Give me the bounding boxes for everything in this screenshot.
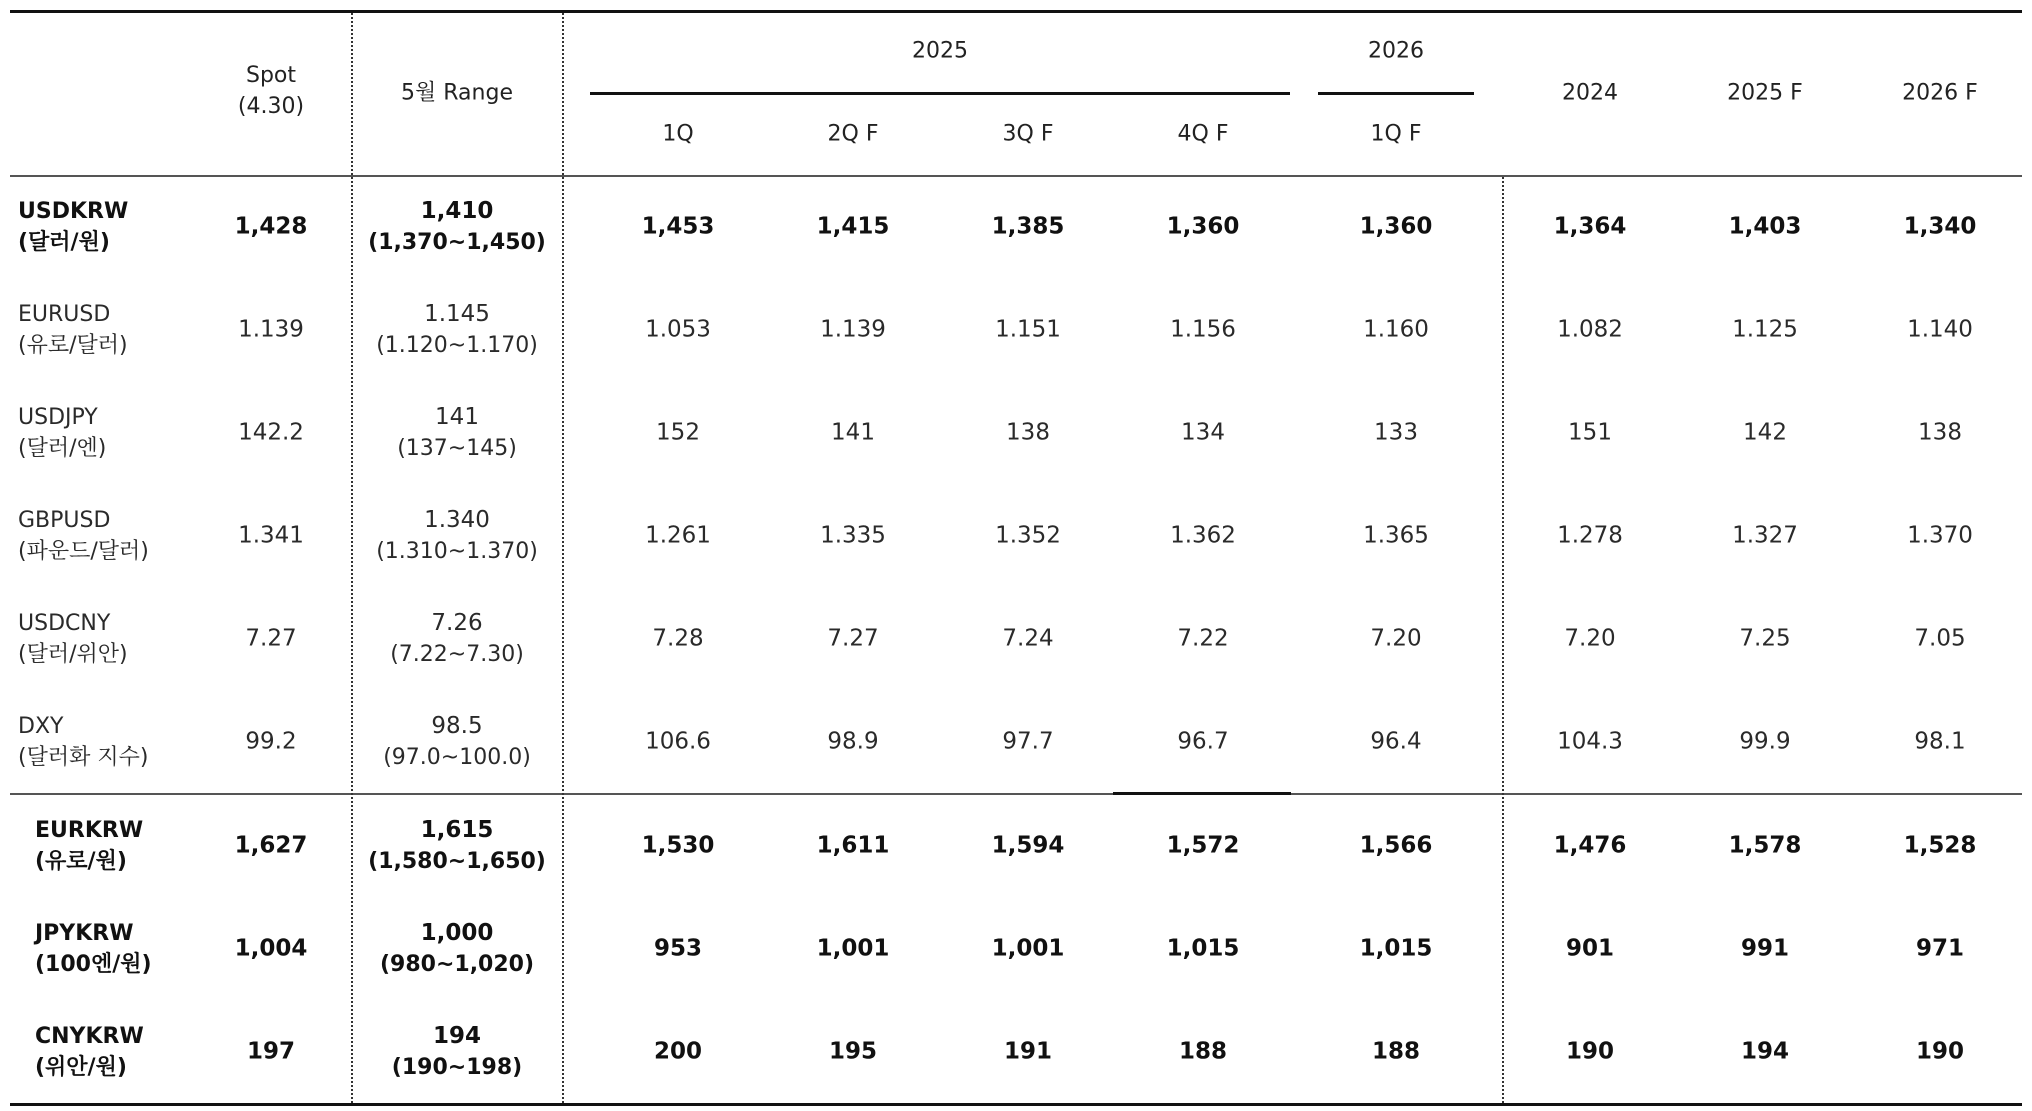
forecast-cell: 1,528 xyxy=(1903,832,1977,859)
range-midpoint: 98.5 xyxy=(431,713,483,739)
forecast-cell: 1,611 xyxy=(816,832,890,859)
range-value xyxy=(383,711,531,773)
forecast-cell: 901 xyxy=(1565,935,1615,962)
forecast-cell: 106.6 xyxy=(645,728,711,755)
spot-value: 99.2 xyxy=(245,728,297,755)
forecast-cell: 1,453 xyxy=(641,213,715,240)
currency-pair-name: (달러/위안) xyxy=(18,642,128,667)
forecast-cell: 96.7 xyxy=(1177,728,1229,755)
range-bounds: (1,370~1,450) xyxy=(368,230,546,255)
section-divider-accent xyxy=(1113,792,1291,795)
spot-value: 1,428 xyxy=(234,213,308,240)
forecast-cell: 7.27 xyxy=(827,625,879,652)
forecast-cell: 152 xyxy=(656,419,700,446)
currency-pair-code: EURUSD xyxy=(18,302,111,327)
forecast-cell: 97.7 xyxy=(1002,728,1054,755)
range-value xyxy=(390,608,524,670)
currency-pair-code: JPYKRW xyxy=(35,921,134,946)
currency-pair-code: USDCNY xyxy=(18,611,111,636)
row-label xyxy=(18,299,128,361)
forecast-cell: 1.151 xyxy=(995,316,1061,343)
header-q3f: 3Q F xyxy=(1002,121,1054,147)
forecast-cell: 1.370 xyxy=(1907,522,1973,549)
range-value xyxy=(368,815,546,877)
spot-value: 197 xyxy=(246,1038,296,1065)
forecast-cell: 1.160 xyxy=(1363,316,1429,343)
header-year-2026: 2026 xyxy=(1368,38,1424,64)
currency-pair-code: USDKRW xyxy=(18,199,129,224)
header-spot-label: Spot xyxy=(245,63,296,88)
forecast-cell: 99.9 xyxy=(1739,728,1791,755)
currency-pair-name: (위안/원) xyxy=(35,1055,127,1080)
forecast-cell: 134 xyxy=(1181,419,1225,446)
range-midpoint: 1,000 xyxy=(420,920,494,946)
header-q1f-2026: 1Q F xyxy=(1370,121,1422,147)
forecast-cell: 195 xyxy=(828,1038,878,1065)
forecast-cell: 200 xyxy=(653,1038,703,1065)
forecast-cell: 188 xyxy=(1178,1038,1228,1065)
forecast-cell: 1,360 xyxy=(1166,213,1240,240)
forecast-cell: 1.082 xyxy=(1557,316,1623,343)
currency-pair-code: GBPUSD xyxy=(18,508,111,533)
forecast-cell: 1,530 xyxy=(641,832,715,859)
forecast-cell: 7.25 xyxy=(1739,625,1791,652)
forecast-cell: 7.20 xyxy=(1370,625,1422,652)
currency-pair-name: (100엔/원) xyxy=(35,952,152,977)
spot-value: 1,004 xyxy=(234,935,308,962)
forecast-cell: 7.28 xyxy=(652,625,704,652)
header-spot-date: (4.30) xyxy=(237,94,305,119)
forecast-cell: 98.1 xyxy=(1914,728,1966,755)
range-midpoint: 1,615 xyxy=(420,817,494,843)
forecast-cell: 1,015 xyxy=(1359,935,1433,962)
forecast-cell: 1,415 xyxy=(816,213,890,240)
forecast-cell: 138 xyxy=(1918,419,1962,446)
spot-value: 1.341 xyxy=(238,522,304,549)
range-midpoint: 7.26 xyxy=(431,610,483,636)
range-bounds: (980~1,020) xyxy=(379,952,535,977)
row-label xyxy=(18,711,148,773)
range-bounds: (190~198) xyxy=(391,1055,523,1080)
forecast-cell: 194 xyxy=(1740,1038,1790,1065)
header-range: 5월 Range xyxy=(401,80,513,106)
header-bottom-rule xyxy=(10,175,2022,177)
range-midpoint: 1.340 xyxy=(424,507,490,533)
range-value xyxy=(380,918,534,980)
range-midpoint: 141 xyxy=(435,404,479,430)
spot-value: 7.27 xyxy=(245,625,297,652)
forecast-cell: 7.22 xyxy=(1177,625,1229,652)
range-bounds: (7.22~7.30) xyxy=(390,642,524,667)
range-value xyxy=(376,299,538,361)
forecast-cell: 1,001 xyxy=(991,935,1065,962)
forecast-cell: 1.125 xyxy=(1732,316,1798,343)
header-year-2025: 2025 xyxy=(912,38,968,64)
forecast-cell: 1,578 xyxy=(1728,832,1802,859)
row-label xyxy=(18,608,128,670)
spot-value: 142.2 xyxy=(238,419,304,446)
forecast-cell: 188 xyxy=(1371,1038,1421,1065)
forecast-cell: 1.140 xyxy=(1907,316,1973,343)
forecast-cell: 142 xyxy=(1743,419,1787,446)
forecast-cell: 1,403 xyxy=(1728,213,1802,240)
header-q1: 1Q xyxy=(662,121,694,147)
range-midpoint: 1.145 xyxy=(424,301,490,327)
spot-value: 1.139 xyxy=(238,316,304,343)
forecast-cell: 1.335 xyxy=(820,522,886,549)
range-value xyxy=(376,505,538,567)
range-value xyxy=(368,196,546,258)
currency-pair-name: (달러/엔) xyxy=(18,436,107,461)
forecast-cell: 96.4 xyxy=(1370,728,1422,755)
forecast-cell: 138 xyxy=(1006,419,1050,446)
forecast-cell: 1.278 xyxy=(1557,522,1623,549)
range-midpoint: 1,410 xyxy=(420,198,494,224)
header-2024: 2024 xyxy=(1562,80,1618,106)
currency-pair-code: EURKRW xyxy=(35,818,144,843)
forecast-cell: 971 xyxy=(1915,935,1965,962)
forecast-cell: 1,015 xyxy=(1166,935,1240,962)
forecast-cell: 1,572 xyxy=(1166,832,1240,859)
forecast-cell: 1,360 xyxy=(1359,213,1433,240)
range-bounds: (1,580~1,650) xyxy=(368,849,546,874)
bottom-rule xyxy=(10,1103,2022,1106)
forecast-cell: 141 xyxy=(831,419,875,446)
forecast-cell: 953 xyxy=(653,935,703,962)
header-2025f: 2025 F xyxy=(1727,80,1803,106)
forecast-cell: 1,594 xyxy=(991,832,1065,859)
forecast-cell: 1.365 xyxy=(1363,522,1429,549)
forecast-cell: 98.9 xyxy=(827,728,879,755)
forecast-cell: 1.362 xyxy=(1170,522,1236,549)
forecast-cell: 7.05 xyxy=(1914,625,1966,652)
forecast-cell: 1,476 xyxy=(1553,832,1627,859)
header-spot xyxy=(238,60,304,122)
section-divider-rule xyxy=(10,793,2022,795)
forecast-cell: 190 xyxy=(1915,1038,1965,1065)
range-bounds: (97.0~100.0) xyxy=(383,745,531,770)
forecast-cell: 1,001 xyxy=(816,935,890,962)
range-value xyxy=(397,402,517,464)
currency-pair-name: (유로/원) xyxy=(35,849,127,874)
currency-pair-name: (달러/원) xyxy=(18,230,110,255)
spot-value: 1,627 xyxy=(234,832,308,859)
header-2026f: 2026 F xyxy=(1902,80,1978,106)
forecast-cell: 191 xyxy=(1003,1038,1053,1065)
forecast-cell: 190 xyxy=(1565,1038,1615,1065)
forecast-cell: 1.156 xyxy=(1170,316,1236,343)
header-q4f: 4Q F xyxy=(1177,121,1229,147)
forecast-cell: 1,364 xyxy=(1553,213,1627,240)
forecast-cell: 1,566 xyxy=(1359,832,1433,859)
forecast-cell: 7.20 xyxy=(1564,625,1616,652)
forecast-cell: 1.261 xyxy=(645,522,711,549)
forecast-cell: 151 xyxy=(1568,419,1612,446)
row-label xyxy=(35,1021,144,1083)
col-separator-range-quarters xyxy=(562,13,564,1103)
currency-pair-name: (유로/달러) xyxy=(18,333,128,358)
row-label xyxy=(18,402,106,464)
currency-pair-name: (달러화 지수) xyxy=(18,745,149,770)
forecast-cell: 1,340 xyxy=(1903,213,1977,240)
range-value xyxy=(392,1021,522,1083)
forecast-cell: 1.053 xyxy=(645,316,711,343)
forecast-cell: 1,385 xyxy=(991,213,1065,240)
row-label xyxy=(35,815,143,877)
forecast-cell: 1.327 xyxy=(1732,522,1798,549)
range-bounds: (137~145) xyxy=(397,436,517,461)
forecast-cell: 991 xyxy=(1740,935,1790,962)
range-midpoint: 194 xyxy=(432,1023,482,1049)
top-rule xyxy=(10,10,2022,13)
forecast-cell: 133 xyxy=(1374,419,1418,446)
forecast-cell: 1.139 xyxy=(820,316,886,343)
year-2025-underline xyxy=(590,92,1290,95)
year-2026-underline xyxy=(1318,92,1474,95)
currency-pair-code: DXY xyxy=(18,714,64,739)
currency-pair-code: CNYKRW xyxy=(35,1024,144,1049)
range-bounds: (1.120~1.170) xyxy=(376,333,538,358)
col-separator-spot-range xyxy=(351,13,353,1103)
row-label xyxy=(35,918,152,980)
col-separator-quarters-annual xyxy=(1502,177,1504,1103)
header-q2f: 2Q F xyxy=(827,121,879,147)
row-label xyxy=(18,505,149,567)
currency-pair-code: USDJPY xyxy=(18,405,98,430)
forecast-cell: 104.3 xyxy=(1557,728,1623,755)
forecast-cell: 7.24 xyxy=(1002,625,1054,652)
currency-pair-name: (파운드/달러) xyxy=(18,539,149,564)
forecast-cell: 1.352 xyxy=(995,522,1061,549)
row-label xyxy=(18,196,128,258)
range-bounds: (1.310~1.370) xyxy=(376,539,538,564)
